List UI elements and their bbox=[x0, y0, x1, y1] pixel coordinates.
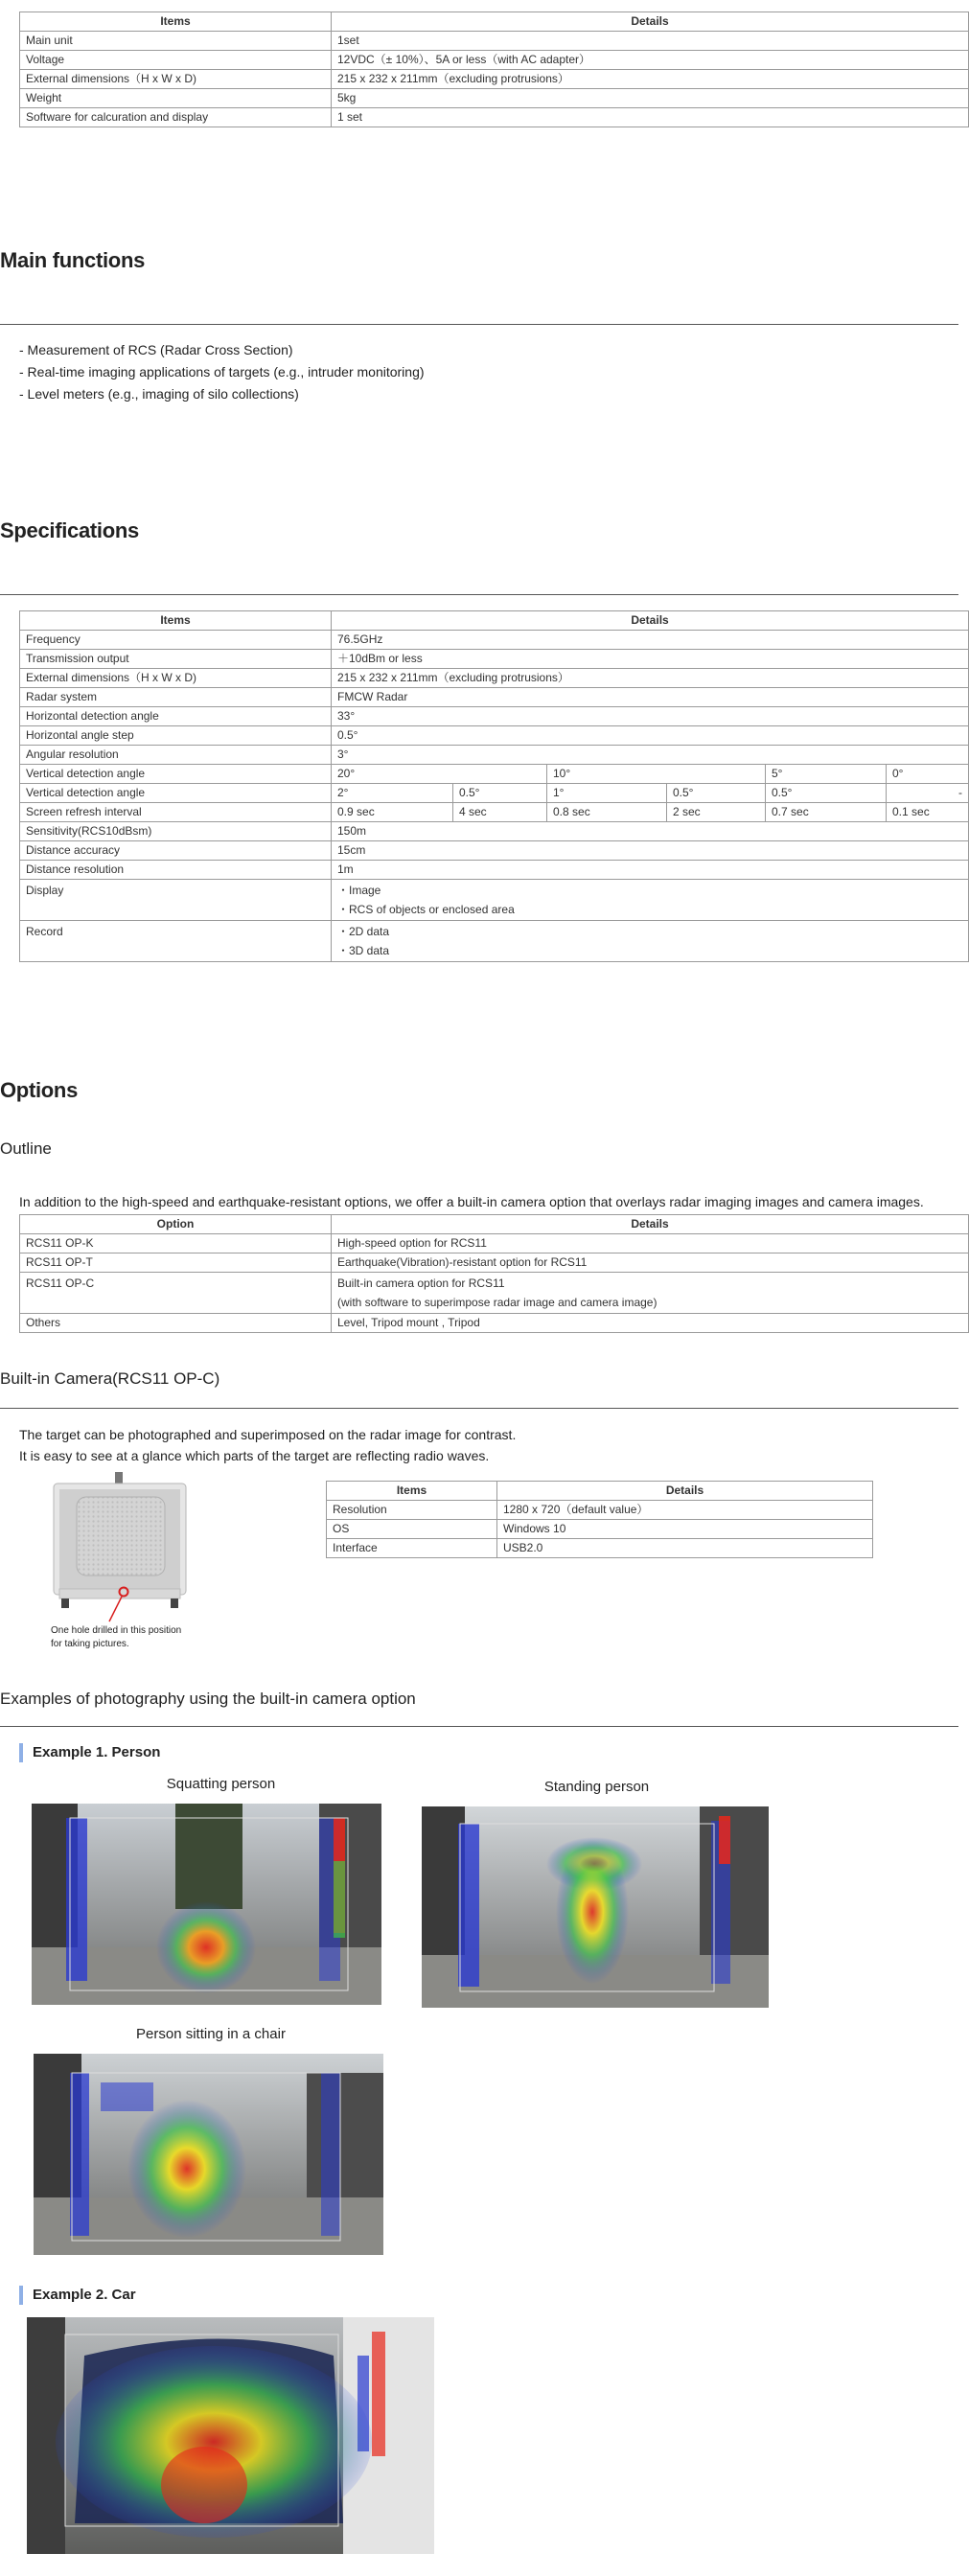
cell: 0.8 sec bbox=[547, 803, 667, 822]
example2-label: Example 2. Car bbox=[19, 2286, 136, 2305]
cell: Earthquake(Vibration)-resistant option for RCS11 bbox=[332, 1254, 969, 1273]
outline-text: In addition to the high-speed and earthquake-resistant options, we offer a built-in camera option that overlays radar imaging images and camera images. bbox=[19, 1194, 924, 1209]
table-row bbox=[20, 1254, 969, 1273]
examples-heading: Examples of photography using the built-in camera option bbox=[0, 1690, 416, 1708]
table-row bbox=[20, 669, 969, 688]
table-row bbox=[20, 1314, 969, 1333]
table-row bbox=[327, 1539, 873, 1558]
table-row bbox=[20, 784, 969, 803]
builtin-camera-text bbox=[19, 1424, 516, 1466]
cell-line: ・Image bbox=[337, 884, 381, 897]
cell: 0.7 sec bbox=[766, 803, 887, 822]
photo-car bbox=[27, 2317, 434, 2554]
cell: Sensitivity(RCS10dBsm) bbox=[20, 822, 332, 841]
cell: High-speed option for RCS11 bbox=[332, 1234, 969, 1254]
cell: 1° bbox=[547, 784, 667, 803]
table-row bbox=[20, 650, 969, 669]
example1-label: Example 1. Person bbox=[19, 1743, 160, 1762]
table-row bbox=[20, 861, 969, 880]
header-cell: Items bbox=[20, 611, 332, 631]
cell: 76.5GHz bbox=[332, 631, 969, 650]
cell: Radar system bbox=[20, 688, 332, 707]
table-row bbox=[20, 89, 969, 108]
cell: RCS11 OP-T bbox=[20, 1254, 332, 1273]
specifications-table bbox=[19, 610, 969, 962]
cell: Angular resolution bbox=[20, 746, 332, 765]
cell: Record bbox=[20, 921, 332, 962]
cell-line: (with software to superimpose radar image and camera image) bbox=[337, 1296, 658, 1309]
cell: 20° bbox=[332, 765, 547, 784]
table-row bbox=[20, 51, 969, 70]
note-line: for taking pictures. bbox=[51, 1639, 129, 1649]
table-header bbox=[327, 1482, 873, 1501]
cell: Frequency bbox=[20, 631, 332, 650]
cell: 1280 x 720（default value） bbox=[497, 1501, 873, 1520]
cell-line: ・3D data bbox=[337, 944, 390, 957]
cell: Main unit bbox=[20, 32, 332, 51]
table-row bbox=[327, 1520, 873, 1539]
cell: 0.5° bbox=[766, 784, 887, 803]
table-row bbox=[20, 765, 969, 784]
device-foot bbox=[61, 1598, 69, 1608]
photo-person-in-chair bbox=[34, 2054, 383, 2255]
table-row bbox=[20, 746, 969, 765]
table-row bbox=[20, 108, 969, 127]
cell: 3° bbox=[332, 746, 969, 765]
cell: 0.5° bbox=[453, 784, 547, 803]
cell: 215 x 232 x 211mm（excluding protrusions） bbox=[332, 669, 969, 688]
annotation-arrow bbox=[109, 1597, 122, 1622]
table-header bbox=[20, 611, 969, 631]
cell: Horizontal detection angle bbox=[20, 707, 332, 726]
cell: Weight bbox=[20, 89, 332, 108]
specifications-heading: Specifications bbox=[0, 518, 139, 542]
heatmap-overlay bbox=[34, 2054, 383, 2255]
photo-standing-person bbox=[422, 1806, 769, 2008]
cell: 10° bbox=[547, 765, 766, 784]
cell: 5° bbox=[766, 765, 887, 784]
cell: 4 sec bbox=[453, 803, 547, 822]
cell: 2° bbox=[332, 784, 453, 803]
caption-chair: Person sitting in a chair bbox=[136, 2026, 286, 2042]
heatmap-overlay bbox=[422, 1806, 769, 2008]
list-item: - Level meters (e.g., imaging of silo collections) bbox=[19, 386, 299, 402]
cell: Level, Tripod mount , Tripod bbox=[332, 1314, 969, 1333]
cell: Screen refresh interval bbox=[20, 803, 332, 822]
cell: ＋10dBm or less bbox=[332, 650, 969, 669]
cell: Horizontal angle step bbox=[20, 726, 332, 746]
cell: 1 set bbox=[332, 108, 969, 127]
cell: 5kg bbox=[332, 89, 969, 108]
cell: RCS11 OP-K bbox=[20, 1234, 332, 1254]
caption-standing: Standing person bbox=[543, 1779, 650, 1795]
cell: External dimensions（H x W x D) bbox=[20, 669, 332, 688]
cell bbox=[332, 1273, 969, 1314]
table-row bbox=[20, 32, 969, 51]
cell: 0.5° bbox=[667, 784, 766, 803]
table-row bbox=[20, 707, 969, 726]
table-row bbox=[20, 688, 969, 707]
cell: - bbox=[887, 784, 969, 803]
main-functions-heading: Main functions bbox=[0, 248, 146, 272]
cell: Display bbox=[20, 880, 332, 921]
cell: OS bbox=[327, 1520, 497, 1539]
divider bbox=[0, 324, 958, 325]
cell: Windows 10 bbox=[497, 1520, 873, 1539]
device-foot bbox=[171, 1598, 178, 1608]
heatmap-overlay bbox=[27, 2317, 434, 2554]
cell: Others bbox=[20, 1314, 332, 1333]
cell-line: Built-in camera option for RCS11 bbox=[337, 1276, 505, 1290]
divider bbox=[0, 1408, 958, 1409]
cell: Software for calcuration and display bbox=[20, 108, 332, 127]
table-row bbox=[20, 70, 969, 89]
camera-spec-table bbox=[326, 1481, 873, 1558]
table-header bbox=[20, 1215, 969, 1234]
table-row bbox=[20, 726, 969, 746]
table-row bbox=[20, 822, 969, 841]
list-item: - Measurement of RCS (Radar Cross Section) bbox=[19, 342, 293, 357]
cell: 0.5° bbox=[332, 726, 969, 746]
outline-heading: Outline bbox=[0, 1139, 52, 1158]
cell-line: ・RCS of objects or enclosed area bbox=[337, 903, 515, 916]
cell: 1m bbox=[332, 861, 969, 880]
caption-squatting: Squatting person bbox=[166, 1776, 276, 1792]
list-item: - Real-time imaging applications of targets (e.g., intruder monitoring) bbox=[19, 364, 425, 380]
cell: Vertical detection angle bbox=[20, 765, 332, 784]
header-cell: Details bbox=[332, 12, 969, 32]
cell: 0.1 sec bbox=[887, 803, 969, 822]
cell: 33° bbox=[332, 707, 969, 726]
table-row bbox=[20, 880, 969, 921]
table-row bbox=[20, 1273, 969, 1314]
cell: 0° bbox=[887, 765, 969, 784]
unit-table bbox=[19, 12, 969, 127]
cell: 215 x 232 x 211mm（excluding protrusions） bbox=[332, 70, 969, 89]
options-table bbox=[19, 1214, 969, 1333]
divider bbox=[0, 1726, 958, 1727]
builtin-camera-heading: Built-in Camera(RCS11 OP-C) bbox=[0, 1369, 220, 1388]
cell: 2 sec bbox=[667, 803, 766, 822]
cell: 150m bbox=[332, 822, 969, 841]
cell: Distance accuracy bbox=[20, 841, 332, 861]
header-cell: Details bbox=[497, 1482, 873, 1501]
cell: Distance resolution bbox=[20, 861, 332, 880]
cell: Vertical detection angle bbox=[20, 784, 332, 803]
cell-line: ・2D data bbox=[337, 925, 390, 938]
cell: Transmission output bbox=[20, 650, 332, 669]
header-cell: Details bbox=[332, 1215, 969, 1234]
cell: USB2.0 bbox=[497, 1539, 873, 1558]
cell: RCS11 OP-C bbox=[20, 1273, 332, 1314]
photo-squatting-person bbox=[32, 1804, 381, 2005]
camera-hole-note bbox=[51, 1624, 181, 1651]
options-heading: Options bbox=[0, 1078, 79, 1102]
text-line: It is easy to see at a glance which parts of the target are reflecting radio waves. bbox=[19, 1448, 490, 1463]
cell: Interface bbox=[327, 1539, 497, 1558]
divider bbox=[0, 594, 958, 595]
main-functions-list bbox=[19, 339, 425, 405]
cell: External dimensions（H x W x D) bbox=[20, 70, 332, 89]
table-row bbox=[20, 631, 969, 650]
cell: Voltage bbox=[20, 51, 332, 70]
cell bbox=[332, 921, 969, 962]
cell: 0.9 sec bbox=[332, 803, 453, 822]
text-line: The target can be photographed and superimposed on the radar image for contrast. bbox=[19, 1427, 517, 1442]
header-cell: Details bbox=[332, 611, 969, 631]
table-row bbox=[20, 921, 969, 962]
heatmap-overlay bbox=[32, 1804, 381, 2005]
cell: 12VDC（± 10%）、5A or less（with AC adapter） bbox=[332, 51, 969, 70]
table-row bbox=[20, 841, 969, 861]
header-cell: Items bbox=[20, 12, 332, 32]
header-cell: Option bbox=[20, 1215, 332, 1234]
radar-grille bbox=[77, 1497, 165, 1576]
table-row bbox=[20, 1234, 969, 1254]
table-row bbox=[20, 803, 969, 822]
table-row bbox=[327, 1501, 873, 1520]
cell: FMCW Radar bbox=[332, 688, 969, 707]
cell: 15cm bbox=[332, 841, 969, 861]
cell: 1set bbox=[332, 32, 969, 51]
note-line: One hole drilled in this position bbox=[51, 1625, 182, 1636]
table-header bbox=[20, 12, 969, 32]
header-cell: Items bbox=[327, 1482, 497, 1501]
cell bbox=[332, 880, 969, 921]
cell: Resolution bbox=[327, 1501, 497, 1520]
